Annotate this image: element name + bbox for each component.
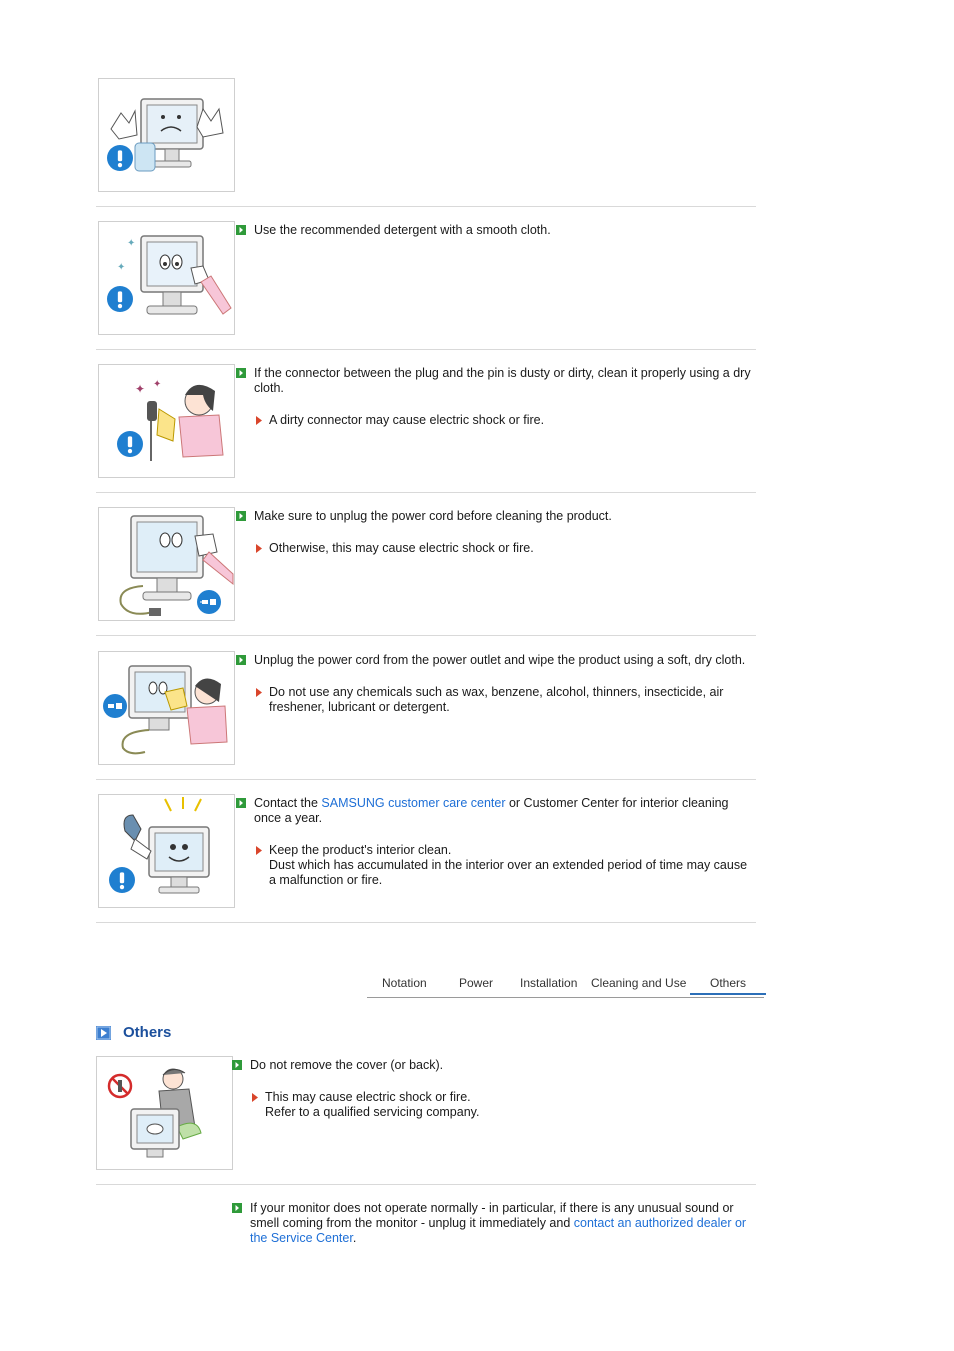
unplug-icon [103, 694, 127, 718]
svg-text:✦: ✦ [135, 382, 146, 396]
exclamation-icon [117, 431, 143, 457]
exclamation-icon [107, 286, 133, 312]
item-text [236, 509, 754, 556]
green-square-arrow-icon [236, 225, 246, 235]
svg-text:✦: ✦ [127, 238, 136, 249]
others-item-2 [96, 1199, 756, 1279]
green-square-arrow-icon [236, 368, 246, 378]
green-square-arrow-icon [236, 655, 246, 665]
item-text [236, 653, 754, 715]
section-title: Others [123, 1024, 172, 1041]
tab-power[interactable]: Power [459, 976, 494, 990]
item-sub-text: A dirty connector may cause electric shock or fire. [269, 413, 545, 427]
illustration-clean-connector [98, 364, 235, 478]
red-triangle-icon [256, 416, 262, 425]
item-sub-text-line1: This may cause electric shock or fire. [265, 1090, 471, 1104]
green-square-arrow-icon [232, 1060, 242, 1070]
item-sub-text-line1: Keep the product's interior clean. [269, 843, 452, 857]
item-main-text-suffix: . [352, 1231, 357, 1245]
exclamation-icon [109, 867, 135, 893]
tab-installation[interactable]: Installation [520, 976, 578, 990]
item-sub-text-line2: Refer to a qualified servicing company. [265, 1105, 480, 1119]
prohibit-icon [107, 1073, 133, 1099]
green-square-arrow-icon [236, 798, 246, 808]
svg-text:✦: ✦ [153, 379, 162, 390]
red-triangle-icon [256, 544, 262, 553]
item-main-text-prefix: If your monitor does not operate normally - in particular, if there is any unusual sound or smell coming from the monitor - unplug it immediately and [250, 1201, 734, 1230]
illustration-do-not-remove-cover [96, 1056, 233, 1170]
cleaning-item-1 [96, 78, 756, 207]
item-main-text: Do not remove the cover (or back). [250, 1058, 444, 1072]
item-main-text: Use the recommended detergent with a smooth cloth. [254, 223, 551, 237]
cleaning-item-3 [96, 364, 756, 493]
others-item-1 [96, 1056, 756, 1185]
svg-text:✦: ✦ [117, 262, 126, 273]
tab-others[interactable]: Others [690, 976, 766, 995]
red-triangle-icon [252, 1093, 258, 1102]
illustration-wipe-with-dry-cloth [98, 651, 235, 765]
unplug-icon [197, 590, 221, 614]
green-square-arrow-icon [232, 1203, 242, 1213]
red-triangle-icon [256, 846, 262, 855]
item-text [232, 1201, 754, 1246]
blue-arrow-box-icon [96, 1026, 111, 1040]
item-text [236, 223, 754, 238]
tab-cleaning-and-use[interactable]: Cleaning and Use [591, 976, 687, 990]
illustration-interior-cleaning [98, 794, 235, 908]
item-sub-text-line2: Dust which has accumulated in the interior over an extended period of time may cause a malfunction or fire. [269, 858, 748, 887]
item-main-text-suffix: or Customer Center for interior cleaning once a year. [254, 796, 729, 825]
cleaning-item-4 [96, 507, 756, 636]
item-text [236, 366, 754, 428]
item-sub-text: Otherwise, this may cause electric shock or fire. [269, 541, 534, 555]
green-square-arrow-icon [236, 511, 246, 521]
cleaning-item-5 [96, 651, 756, 780]
cleaning-item-6 [96, 794, 756, 923]
item-main-text: Make sure to unplug the power cord before cleaning the product. [254, 509, 612, 523]
item-main-text: If the connector between the plug and the pin is dusty or dirty, clean it properly using a dry cloth. [254, 366, 751, 395]
illustration-wipe-monitor [98, 221, 235, 335]
cleaning-item-2 [96, 221, 756, 350]
item-text [236, 796, 754, 888]
item-text [232, 1058, 754, 1120]
item-main-text: Unplug the power cord from the power outlet and wipe the product using a soft, dry cloth. [254, 653, 746, 667]
exclamation-icon [107, 145, 133, 171]
red-triangle-icon [256, 688, 262, 697]
illustration-spray-monitor [98, 78, 235, 192]
tab-notation[interactable]: Notation [382, 976, 427, 990]
authorized-dealer-link[interactable]: contact an authorized dealer or the Service Center [250, 1216, 747, 1245]
item-sub-text: Do not use any chemicals such as wax, benzene, alcohol, thinners, insecticide, air freshener, lubricant or detergent. [269, 685, 724, 714]
illustration-unplug-before-cleaning [98, 507, 235, 621]
section-tabs [367, 972, 764, 998]
samsung-care-center-link[interactable]: SAMSUNG customer care center [321, 796, 506, 810]
item-main-text-prefix: Contact the [254, 796, 322, 810]
